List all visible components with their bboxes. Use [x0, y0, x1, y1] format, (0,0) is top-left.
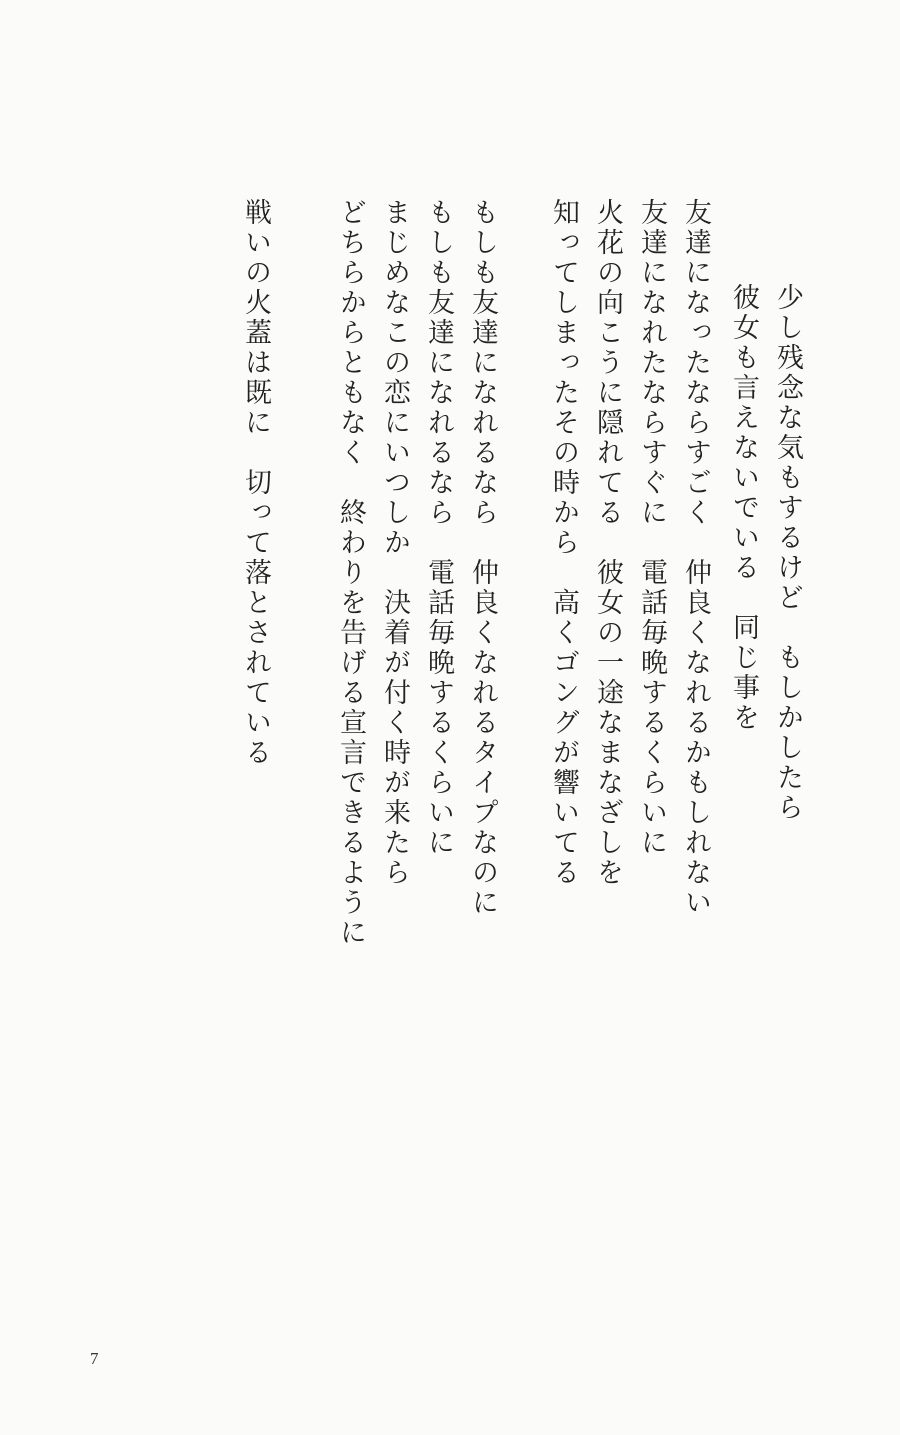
verse-line: まじめなこの恋にいつしか 決着が付く時が来たら	[379, 198, 410, 888]
verse-line: 戦いの火蓋は既に 切って落とされている	[240, 198, 271, 768]
page-number: 7	[90, 1349, 99, 1368]
stanza-2	[533, 198, 709, 918]
verse-line: 少し残念な気もするけど もしかしたら	[772, 283, 803, 823]
verse-line: 火花の向こうに隠れてる 彼女の一途なまなざしを	[592, 198, 623, 888]
verse-line: もしも友達になれるなら 電話毎晩するくらいに	[423, 198, 454, 858]
stanza-1	[713, 283, 801, 823]
verse-line: 彼女も言えないでいる 同じ事を	[728, 283, 759, 733]
verse-line: もしも友達になれるなら 仲良くなれるタイプなのに	[467, 198, 498, 918]
verse-line: 友達になれたならすぐに 電話毎晩するくらいに	[636, 198, 667, 858]
verse-line: どちらからともなく 終わりを告げる宣言できるように	[335, 198, 366, 948]
verse-line: 知ってしまったその時から 高くゴングが響いてる	[548, 198, 579, 888]
stanza-4	[225, 198, 269, 768]
verse-line: 友達になったならすごく 仲良くなれるかもしれない	[680, 198, 711, 918]
stanza-3	[320, 198, 496, 948]
